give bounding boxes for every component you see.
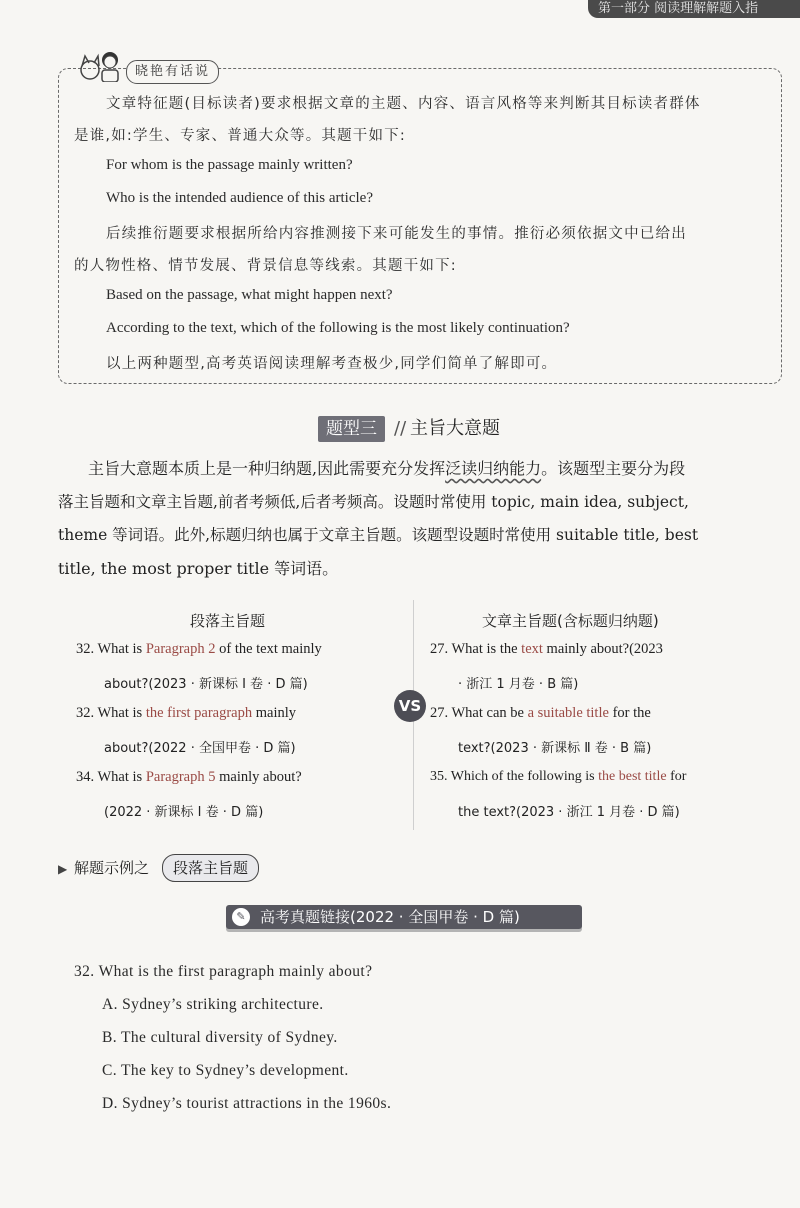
example-pill: 段落主旨题	[162, 854, 259, 882]
compare-left-item-2-source: about?(2022 · 全国甲卷 · D 篇)	[104, 741, 296, 756]
intro-line-3: theme 等词语。此外,标题归纳也属于文章主旨题。该题型设题时常使用 suitable title, best	[58, 526, 699, 544]
pencil-icon: ✎	[232, 908, 250, 926]
compare-left-item-1: 32. What is Paragraph 2 of the text mainly	[76, 641, 322, 657]
compare-right-item-3-source: the text?(2023 · 浙江 1 月卷 · D 篇)	[458, 805, 680, 820]
intro-line-2: 落主旨题和文章主旨题,前者考频低,后者考频高。设题时常使用 topic, main idea, subject,	[58, 493, 689, 511]
triangle-right-icon: ▶	[58, 862, 68, 876]
section-tag: 题型三	[318, 416, 385, 442]
example-label: 解题示例之	[74, 859, 150, 877]
question-stem: 32. What is the first paragraph mainly about?	[74, 963, 373, 980]
note-line-5: 后续推衍题要求根据所给内容推测接下来可能发生的事情。推衍必须依据文中已给出	[106, 226, 687, 242]
compare-left-item-3: 34. What is Paragraph 5 mainly about?	[76, 769, 302, 785]
option-a: A. Sydney’s striking architecture.	[102, 996, 324, 1013]
compare-right-item-1-source: · 浙江 1 月卷 · B 篇)	[458, 677, 579, 692]
compare-left-item-3-source: (2022 · 新课标 Ⅰ 卷 · D 篇)	[104, 805, 264, 820]
option-b: B. The cultural diversity of Sydney.	[102, 1029, 338, 1046]
note-line-9: 以上两种题型,高考英语阅读理解考查极少,同学们简单了解即可。	[106, 356, 558, 372]
compare-right-item-2: 27. What can be a suitable title for the	[430, 705, 651, 721]
option-c: C. The key to Sydney’s development.	[102, 1062, 349, 1079]
compare-left-item-1-source: about?(2023 · 新课标 Ⅰ 卷 · D 篇)	[104, 677, 308, 692]
note-line-7: Based on the passage, what might happen next?	[106, 287, 393, 303]
intro-emphasis: 泛读归纳能力	[445, 459, 542, 478]
exam-link-banner	[226, 905, 582, 929]
intro-line-4: title, the most proper title 等词语。	[58, 559, 339, 578]
note-line-8: According to the text, which of the following is the most likely continuation?	[106, 320, 570, 336]
running-header: 第一部分 阅读理解解题入指	[588, 0, 800, 18]
section-divider-icon: //	[394, 418, 407, 439]
compare-left-item-2: 32. What is the first paragraph mainly	[76, 705, 297, 721]
note-line-4: Who is the intended audience of this article?	[106, 190, 373, 206]
intro-line-1: 主旨大意题本质上是一种归纳题,因此需要充分发挥泛读归纳能力。该题型主要分为段	[88, 459, 686, 478]
note-line-1: 文章特征题(目标读者)要求根据文章的主题、内容、语言风格等来判断其目标读者群体	[106, 96, 701, 112]
compare-right-title: 文章主旨题(含标题归纳题)	[482, 612, 659, 630]
compare-right-item-3: 35. Which of the following is the best title for	[430, 769, 687, 784]
note-line-3: For whom is the passage mainly written?	[106, 157, 353, 173]
note-line-2: 是谁,如:学生、专家、普通大众等。其题干如下:	[74, 128, 406, 144]
note-title: 晓艳有话说	[126, 60, 219, 84]
section-title: 主旨大意题	[410, 418, 500, 439]
compare-left-title: 段落主旨题	[190, 612, 266, 630]
compare-right-item-1: 27. What is the text mainly about?(2023	[430, 641, 663, 657]
banner-text: 高考真题链接(2022 · 全国甲卷 · D 篇)	[260, 908, 520, 926]
note-line-6: 的人物性格、情节发展、背景信息等线索。其题干如下:	[74, 258, 457, 274]
vs-badge: VS	[394, 690, 426, 722]
option-d: D. Sydney’s tourist attractions in the 1960s.	[102, 1095, 392, 1112]
compare-right-item-2-source: text?(2023 · 新课标 Ⅱ 卷 · B 篇)	[458, 741, 652, 756]
